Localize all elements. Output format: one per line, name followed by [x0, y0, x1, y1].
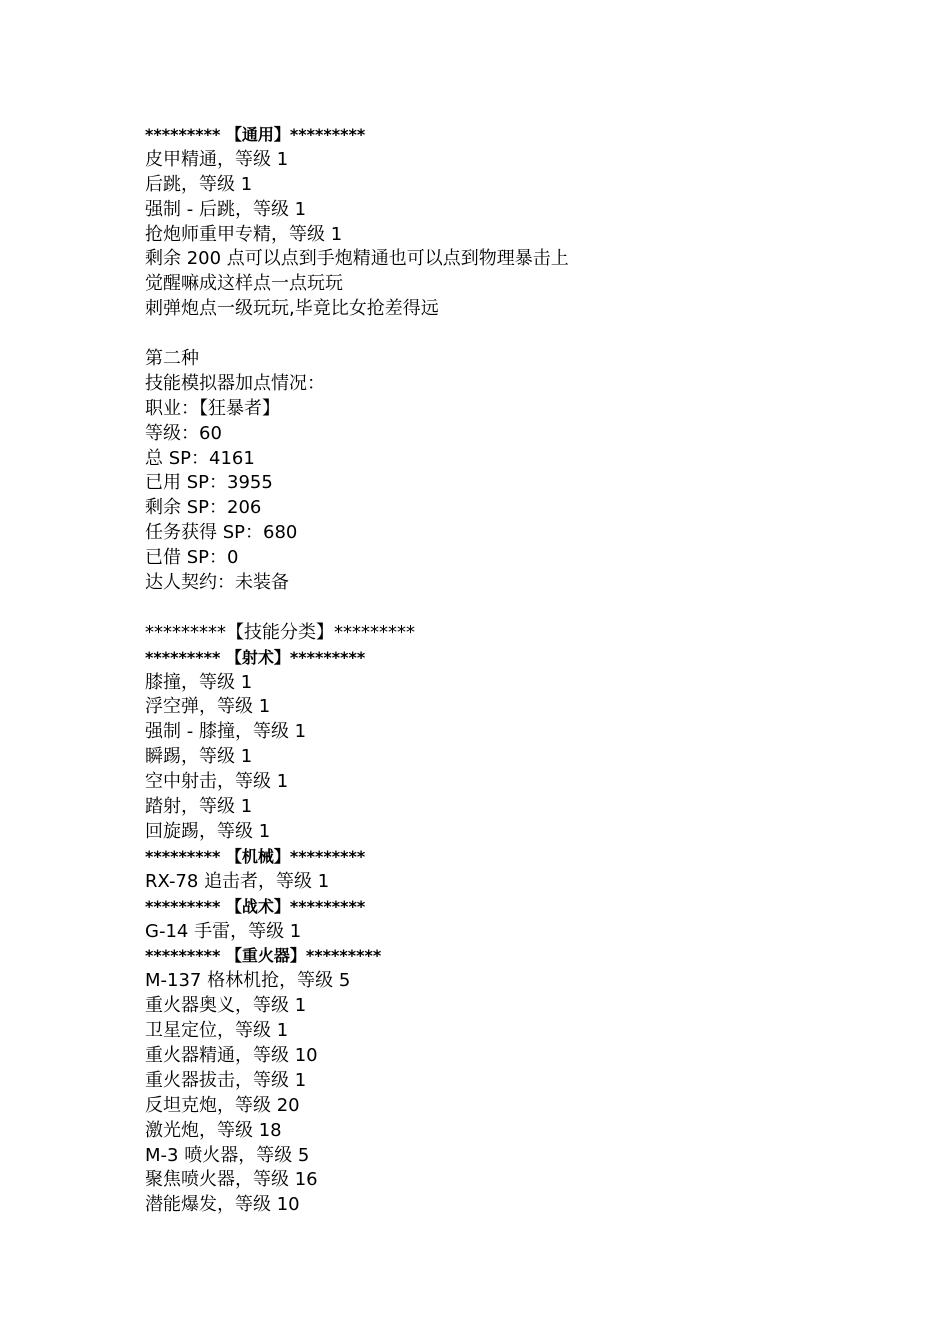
text-line: 达人契约：未装备	[145, 572, 289, 594]
text-line: 后跳，等级 1	[145, 173, 253, 195]
text-line: 激光炮，等级 18	[145, 1119, 282, 1141]
text-line: 技能模拟器加点情况：	[145, 372, 325, 394]
section-header: ********* 【射术】*********	[145, 647, 366, 667]
section-header: ********* 【战术】*********	[145, 896, 366, 916]
text-line: 重火器奥义，等级 1	[145, 995, 307, 1017]
text-line: 强制 - 膝撞，等级 1	[145, 721, 307, 743]
text-line: 抢炮师重甲专精，等级 1	[145, 223, 343, 245]
text-line: 潜能爆发，等级 10	[145, 1194, 300, 1216]
text-line: 反坦克炮，等级 20	[145, 1094, 300, 1116]
text-line: 瞬踢，等级 1	[145, 746, 253, 768]
text-line: M-3 喷火器，等级 5	[145, 1144, 310, 1166]
text-line: 膝撞，等级 1	[145, 671, 253, 693]
text-line: 踏射，等级 1	[145, 796, 253, 818]
text-line: 强制 - 后跳，等级 1	[145, 198, 307, 220]
text-line: 重火器拔击，等级 1	[145, 1069, 307, 1091]
text-line: 回旋踢，等级 1	[145, 820, 271, 842]
text-line: 任务获得 SP：680	[145, 522, 298, 544]
text-line: *********【技能分类】*********	[145, 621, 415, 643]
text-line: 已借 SP：0	[145, 547, 239, 569]
text-line: 等级：60	[145, 422, 222, 444]
text-line: 剩余 SP：206	[145, 497, 262, 519]
text-line: M-137 格林机抢，等级 5	[145, 970, 351, 992]
text-line: 聚焦喷火器，等级 16	[145, 1169, 318, 1191]
text-line: 卫星定位，等级 1	[145, 1020, 289, 1042]
text-line: 空中射击，等级 1	[145, 771, 289, 793]
blank-line	[145, 322, 865, 347]
text-line: 觉醒嘛成这样点一点玩玩	[145, 273, 343, 295]
text-line: 重火器精通，等级 10	[145, 1044, 318, 1066]
blank-line	[145, 596, 865, 621]
text-line: 皮甲精通，等级 1	[145, 148, 289, 170]
document-body	[145, 123, 865, 1218]
section-header: ********* 【通用】*********	[145, 125, 366, 144]
text-line: 已用 SP：3955	[145, 472, 273, 494]
section-header: ********* 【重火器】*********	[145, 946, 382, 966]
text-line: 第二种	[145, 348, 199, 370]
text-line: 浮空弹，等级 1	[145, 696, 271, 718]
text-line: 刺弹炮点一级玩玩,毕竟比女抢差得远	[145, 298, 439, 320]
text-line: 总 SP：4161	[145, 447, 255, 469]
text-line: RX-78 追击者，等级 1	[145, 870, 330, 892]
text-line: G-14 手雷，等级 1	[145, 920, 302, 942]
section-header: ********* 【机械】*********	[145, 846, 366, 866]
text-line: 剩余 200 点可以点到手炮精通也可以点到物理暴击上	[145, 248, 569, 270]
text-line: 职业：【狂暴者】	[145, 397, 280, 419]
